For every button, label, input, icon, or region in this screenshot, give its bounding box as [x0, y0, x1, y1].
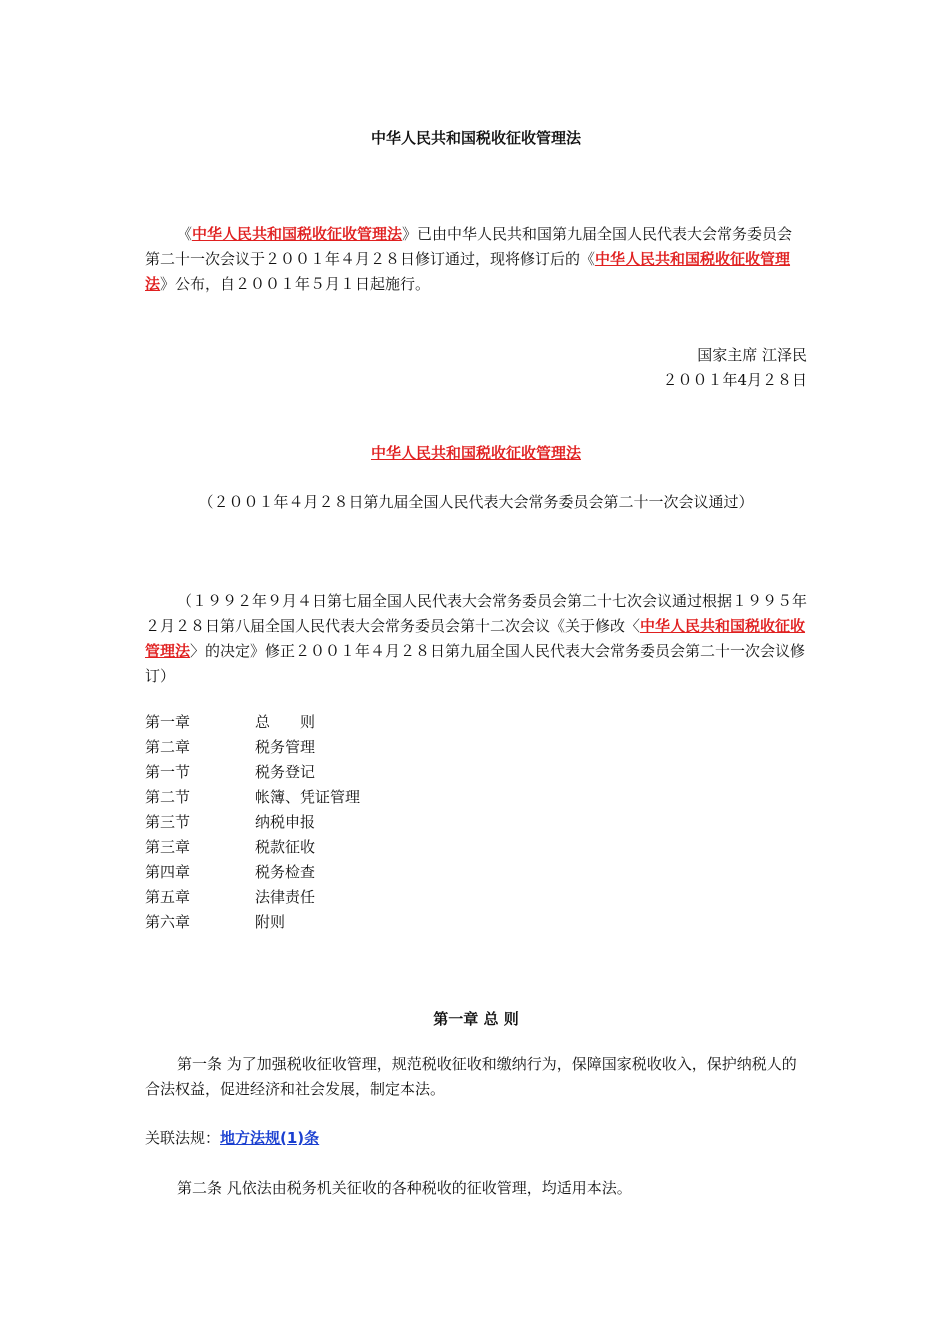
toc-number: 第三章 [145, 838, 191, 856]
article-1: 第一条 为了加强税收征收管理，规范税收征收和缴纳行为，保障国家税收收入，保护纳税人的合法权益，促进经济和社会发展，制定本法。 [145, 1055, 797, 1098]
toc-title: 税务管理 [255, 738, 316, 756]
history-paragraph [145, 589, 807, 689]
signature-date: ２００１年4月２８日 [662, 371, 807, 389]
toc-number: 第二章 [145, 738, 191, 756]
toc-title: 法律责任 [255, 888, 316, 906]
history-text-1: （１９９２年９月４日第七届全国人民代表大会常务委员会第二十七次会议通过根据１９９５年２月２８日第八届全国人民代表大会常务委员会第十二次会议《关于修改〈 [145, 592, 808, 635]
chapter1-heading: 第一章 总 则 [433, 1010, 519, 1028]
toc-title: 税务检查 [255, 863, 316, 881]
toc-row [145, 860, 545, 885]
preamble-text-1: 《 [177, 225, 193, 243]
toc-row [145, 810, 545, 835]
toc-title: 税款征收 [255, 838, 316, 856]
law-link-2[interactable]: 中华人民共和国税收征收管理法 [145, 250, 791, 293]
law-title-heading [145, 441, 807, 466]
law-link-1[interactable]: 中华人民共和国税收征收管理法 [192, 225, 403, 243]
preamble-text-3: 》公布，自２００１年５月１日起施行。 [160, 275, 431, 293]
toc-number: 第六章 [145, 913, 191, 931]
toc-title: 税务登记 [255, 763, 316, 781]
local-regulations-link[interactable]: 地方法规(1)条 [220, 1129, 320, 1147]
toc-title: 帐簿、凭证管理 [255, 788, 361, 806]
table-of-contents [145, 710, 545, 935]
toc-number: 第四章 [145, 863, 191, 881]
toc-row [145, 910, 545, 935]
toc-row [145, 885, 545, 910]
toc-row [145, 785, 545, 810]
toc-number: 第一章 [145, 713, 191, 731]
toc-number: 第二节 [145, 788, 191, 806]
document-title: 中华人民共和国税收征收管理法 [370, 129, 581, 147]
toc-row [145, 735, 545, 760]
related-regulations [145, 1126, 807, 1151]
passed-note: （２００１年４月２８日第九届全国人民代表大会常务委员会第二十一次会议通过） [198, 493, 754, 511]
toc-row [145, 710, 545, 735]
related-label: 关联法规： [145, 1129, 221, 1147]
law-title-link[interactable]: 中华人民共和国税收征收管理法 [370, 444, 581, 462]
toc-title: 总 则 [255, 713, 316, 731]
toc-number: 第一节 [145, 763, 191, 781]
toc-title: 纳税申报 [255, 813, 316, 831]
article-2: 第二条 凡依法由税务机关征收的各种税收的征收管理，均适用本法。 [177, 1179, 632, 1197]
signature-name: 国家主席 江泽民 [697, 346, 807, 364]
toc-number: 第五章 [145, 888, 191, 906]
toc-row [145, 835, 545, 860]
preamble-paragraph [145, 222, 807, 297]
history-text-2: 〉的决定》修正２００１年４月２８日第九届全国人民代表大会常务委员会第二十一次会议修订） [145, 642, 806, 685]
law-link-3[interactable]: 中华人民共和国税收征收管理法 [145, 617, 806, 660]
preamble-text-2: 》已由中华人民共和国第九届全国人民代表大会常务委员会第二十一次会议于２００１年４月２８日修订通过，现将修订后的《 [145, 225, 793, 268]
toc-number: 第三节 [145, 813, 191, 831]
toc-row [145, 760, 545, 785]
toc-title: 附则 [255, 913, 286, 931]
